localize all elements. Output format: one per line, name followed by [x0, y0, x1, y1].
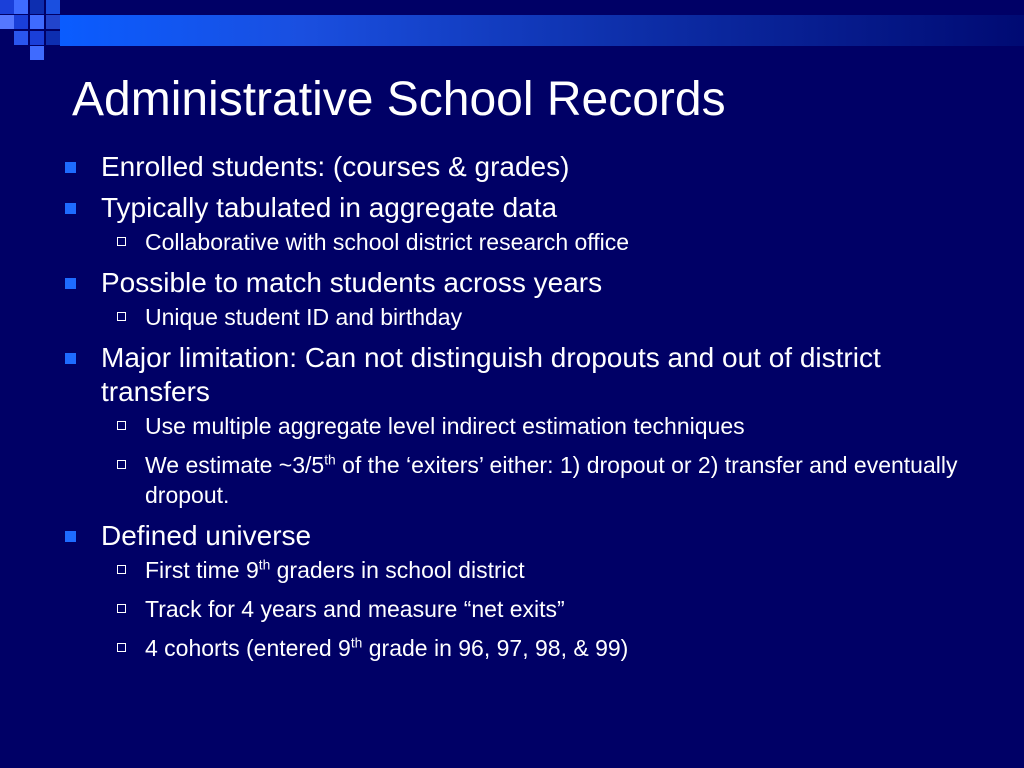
- hollow-square-bullet-icon: [117, 421, 126, 430]
- sub-bullet-text-pre: 4 cohorts (entered 9: [145, 635, 351, 661]
- sub-bullet-item: [62, 227, 992, 257]
- bullet-text: Major limitation: Can not distinguish dropouts and out of district transfers: [101, 342, 881, 407]
- bullet-item: [62, 266, 992, 300]
- ordinal-suffix: th: [324, 452, 336, 468]
- sub-bullet-item: [62, 594, 992, 624]
- ordinal-suffix: th: [350, 635, 363, 651]
- sub-bullet-text-post: grade in 96, 97, 98, & 99): [362, 635, 629, 661]
- header-square: [14, 31, 28, 45]
- square-bullet-icon: [65, 203, 76, 214]
- square-bullet-icon: [65, 162, 76, 173]
- header-square: [30, 0, 44, 14]
- hollow-square-bullet-icon: [117, 565, 126, 574]
- header-square: [14, 0, 28, 14]
- sub-bullet-text: Use multiple aggregate level indirect estimation techniques: [145, 413, 745, 439]
- header-square: [46, 31, 60, 45]
- bullet-item: [62, 150, 992, 184]
- bullet-item: [62, 341, 992, 409]
- hollow-square-bullet-icon: [117, 237, 126, 246]
- hollow-square-bullet-icon: [117, 460, 126, 469]
- bullet-list: [62, 150, 992, 672]
- sub-bullet-item: [62, 302, 992, 332]
- header-square: [14, 15, 28, 29]
- bullet-text: Possible to match students across years: [101, 267, 603, 298]
- header-square: [0, 15, 14, 29]
- bullet-text: Defined universe: [101, 520, 312, 551]
- sub-bullet-item: [62, 411, 992, 441]
- bullet-text: Typically tabulated in aggregate data: [101, 192, 558, 223]
- sub-bullet-item: [62, 633, 992, 663]
- header-square: [46, 15, 60, 29]
- sub-bullet-text: Unique student ID and birthday: [145, 304, 463, 330]
- sub-bullet-text-post: of the ‘exiters’ either: 1) dropout or 2) transfer and eventually dropout.: [145, 452, 958, 508]
- bullet-item: [62, 519, 992, 553]
- hollow-square-bullet-icon: [117, 643, 126, 652]
- header-gradient-bar: [60, 15, 1024, 46]
- sub-bullet-item: [62, 450, 992, 510]
- hollow-square-bullet-icon: [117, 312, 126, 321]
- header-square: [30, 46, 44, 60]
- sub-bullet-item: [62, 555, 992, 585]
- ordinal-suffix: th: [258, 557, 271, 573]
- hollow-square-bullet-icon: [117, 604, 126, 613]
- header-square: [30, 15, 44, 29]
- sub-bullet-text-pre: First time 9: [145, 557, 259, 583]
- header-square: [0, 0, 14, 14]
- sub-bullet-text-pre: We estimate ~3/5: [145, 452, 325, 478]
- sub-bullet-text: Collaborative with school district research office: [145, 229, 630, 255]
- square-bullet-icon: [65, 278, 76, 289]
- header-square: [46, 0, 60, 14]
- header-square: [30, 31, 44, 45]
- bullet-item: [62, 191, 992, 225]
- square-bullet-icon: [65, 531, 76, 542]
- sub-bullet-text-post: graders in school district: [270, 557, 525, 583]
- sub-bullet-text: Track for 4 years and measure “net exits”: [145, 596, 565, 622]
- slide-title: Administrative School Records: [72, 73, 726, 126]
- square-bullet-icon: [65, 353, 76, 364]
- bullet-text: Enrolled students: (courses & grades): [101, 151, 570, 182]
